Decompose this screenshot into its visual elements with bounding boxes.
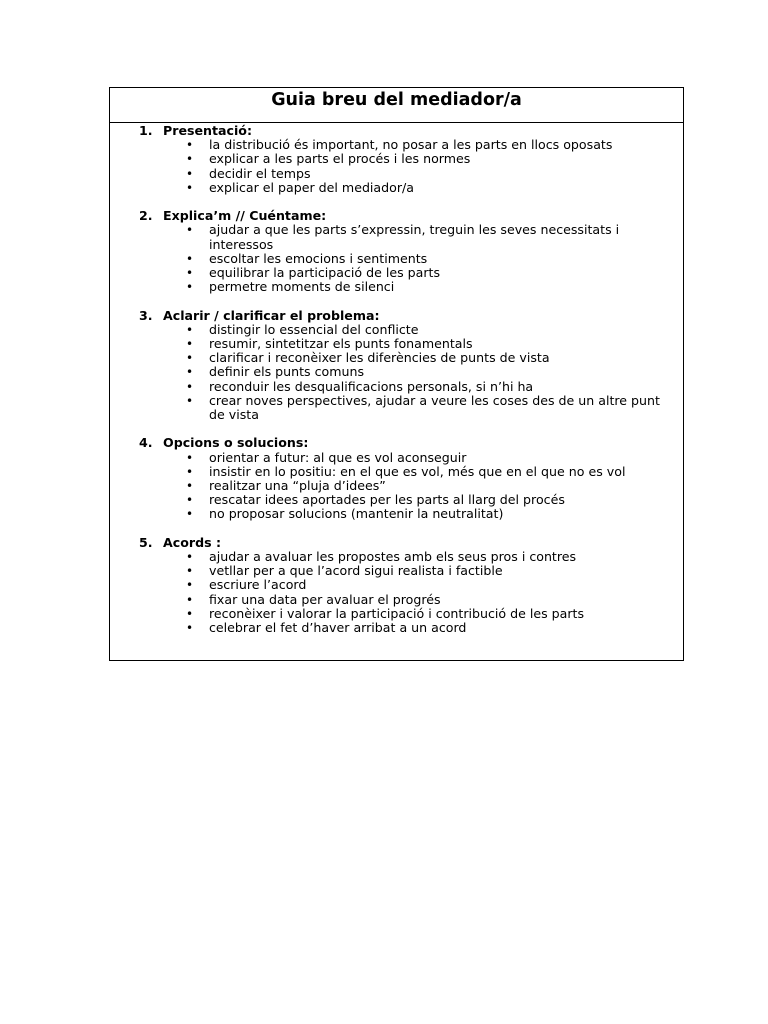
section-number: 2. bbox=[139, 208, 153, 224]
list-item-text: explicar a les parts el procés i les normes bbox=[209, 151, 471, 167]
section-number: 3. bbox=[139, 307, 153, 323]
list-item bbox=[110, 167, 683, 181]
section-number: 5. bbox=[139, 534, 153, 550]
list-item-text: crear noves perspectives, ajudar a veure les coses des de un altre punt de vista bbox=[209, 392, 660, 422]
list-item-text: rescatar idees aportades per les parts al llarg del procés bbox=[209, 492, 565, 508]
bullet-icon: • bbox=[186, 351, 194, 366]
list-item-text: decidir el temps bbox=[209, 165, 311, 181]
section-title: Explica’m // Cuéntame: bbox=[163, 208, 327, 224]
list-item bbox=[110, 507, 683, 521]
list-item bbox=[110, 252, 683, 266]
list-item bbox=[110, 550, 683, 564]
list-item-text: no proposar solucions (mantenir la neutralitat) bbox=[209, 506, 504, 522]
list-item bbox=[110, 578, 683, 592]
list-item-text: clarificar i reconèixer les diferències de punts de vista bbox=[209, 350, 550, 366]
section-title: Presentació: bbox=[163, 123, 252, 138]
list-item bbox=[110, 607, 683, 621]
list-item bbox=[110, 351, 683, 365]
list-item bbox=[110, 152, 683, 166]
section-3 bbox=[110, 309, 683, 423]
bullet-icon: • bbox=[186, 180, 194, 195]
list-item-text: fixar una data per avaluar el progrés bbox=[209, 591, 441, 607]
list-item-text: explicar el paper del mediador/a bbox=[209, 179, 414, 195]
list-item bbox=[110, 138, 683, 152]
bullet-icon: • bbox=[186, 507, 194, 522]
list-item-text: ajudar a que les parts s’expressin, treguin les seves necessitats i interessos bbox=[209, 222, 620, 252]
section-4 bbox=[110, 436, 683, 521]
bullet-icon: • bbox=[186, 166, 194, 181]
list-item bbox=[110, 181, 683, 195]
list-item-text: permetre moments de silenci bbox=[209, 279, 395, 295]
list-item-text: vetllar per a que l’acord sigui realista i factible bbox=[209, 563, 503, 579]
bullet-icon: • bbox=[186, 592, 194, 607]
bullet-icon: • bbox=[186, 336, 194, 351]
section-heading bbox=[110, 309, 683, 323]
list-item-text: ajudar a avaluar les propostes amb els seus pros i contres bbox=[209, 548, 577, 564]
bullet-icon: • bbox=[186, 393, 194, 408]
list-item bbox=[110, 337, 683, 351]
bullet-icon: • bbox=[186, 450, 194, 465]
list-item-text: insistir en lo positiu: en el que es vol, més que en el que no es vol bbox=[209, 463, 626, 479]
list-item bbox=[110, 593, 683, 607]
list-item-text: escriure l’acord bbox=[209, 577, 307, 593]
section-title: Acords : bbox=[163, 534, 222, 550]
section-5 bbox=[110, 536, 683, 635]
list-item bbox=[110, 280, 683, 294]
bullet-list bbox=[110, 451, 683, 522]
bullet-list bbox=[110, 323, 683, 422]
bullet-icon: • bbox=[186, 152, 194, 167]
section-number: 1. bbox=[139, 123, 153, 138]
list-item bbox=[110, 493, 683, 507]
bullet-icon: • bbox=[186, 138, 194, 153]
list-item bbox=[110, 223, 683, 251]
section-title: Opcions o solucions: bbox=[163, 435, 309, 451]
list-item bbox=[110, 365, 683, 379]
bullet-icon: • bbox=[186, 265, 194, 280]
list-item-text: escoltar les emocions i sentiments bbox=[209, 250, 428, 266]
list-item bbox=[110, 380, 683, 394]
bullet-icon: • bbox=[186, 280, 194, 295]
section-2 bbox=[110, 209, 683, 294]
bullet-list bbox=[110, 138, 683, 195]
bullet-icon: • bbox=[186, 365, 194, 380]
list-item bbox=[110, 564, 683, 578]
page-title: Guia breu del mediador/a bbox=[271, 90, 522, 110]
mediator-guide-box bbox=[109, 87, 684, 661]
bullet-icon: • bbox=[186, 251, 194, 266]
list-item-text: equilibrar la participació de les parts bbox=[209, 264, 441, 280]
list-item-text: celebrar el fet d’haver arribat a un acord bbox=[209, 619, 467, 635]
bullet-icon: • bbox=[186, 564, 194, 579]
section-number: 4. bbox=[139, 435, 153, 451]
list-item bbox=[110, 621, 683, 635]
bullet-icon: • bbox=[186, 379, 194, 394]
list-item-text: orientar a futur: al que es vol aconseguir bbox=[209, 449, 467, 465]
bullet-icon: • bbox=[186, 223, 194, 238]
list-item bbox=[110, 394, 683, 422]
list-item bbox=[110, 266, 683, 280]
bullet-list bbox=[110, 550, 683, 635]
bullet-icon: • bbox=[186, 606, 194, 621]
list-item bbox=[110, 451, 683, 465]
list-item-text: reconèixer i valorar la participació i contribució de les parts bbox=[209, 605, 585, 621]
list-item-text: distingir lo essencial del conflicte bbox=[209, 321, 419, 337]
list-item-text: reconduir les desqualificacions personals, si n’hi ha bbox=[209, 378, 534, 394]
bullet-icon: • bbox=[186, 493, 194, 508]
bullet-icon: • bbox=[186, 464, 194, 479]
list-item bbox=[110, 465, 683, 479]
section-heading bbox=[110, 209, 683, 223]
section-title: Aclarir / clarificar el problema: bbox=[163, 307, 380, 323]
sections-list bbox=[110, 123, 683, 635]
section-heading bbox=[110, 536, 683, 550]
list-item-text: la distribució és important, no posar a les parts en llocs oposats bbox=[209, 137, 613, 153]
list-item bbox=[110, 323, 683, 337]
bullet-list bbox=[110, 223, 683, 294]
list-item bbox=[110, 479, 683, 493]
list-item-text: definir els punts comuns bbox=[209, 364, 365, 380]
title-row bbox=[110, 88, 683, 123]
section-1 bbox=[110, 124, 683, 195]
section-heading bbox=[110, 436, 683, 450]
section-heading bbox=[110, 124, 683, 138]
list-item-text: realitzar una “pluja d’idees” bbox=[209, 477, 386, 493]
bullet-icon: • bbox=[186, 620, 194, 635]
bullet-icon: • bbox=[186, 322, 194, 337]
bullet-icon: • bbox=[186, 478, 194, 493]
bullet-icon: • bbox=[186, 578, 194, 593]
list-item-text: resumir, sintetitzar els punts fonamentals bbox=[209, 335, 473, 351]
bullet-icon: • bbox=[186, 549, 194, 564]
